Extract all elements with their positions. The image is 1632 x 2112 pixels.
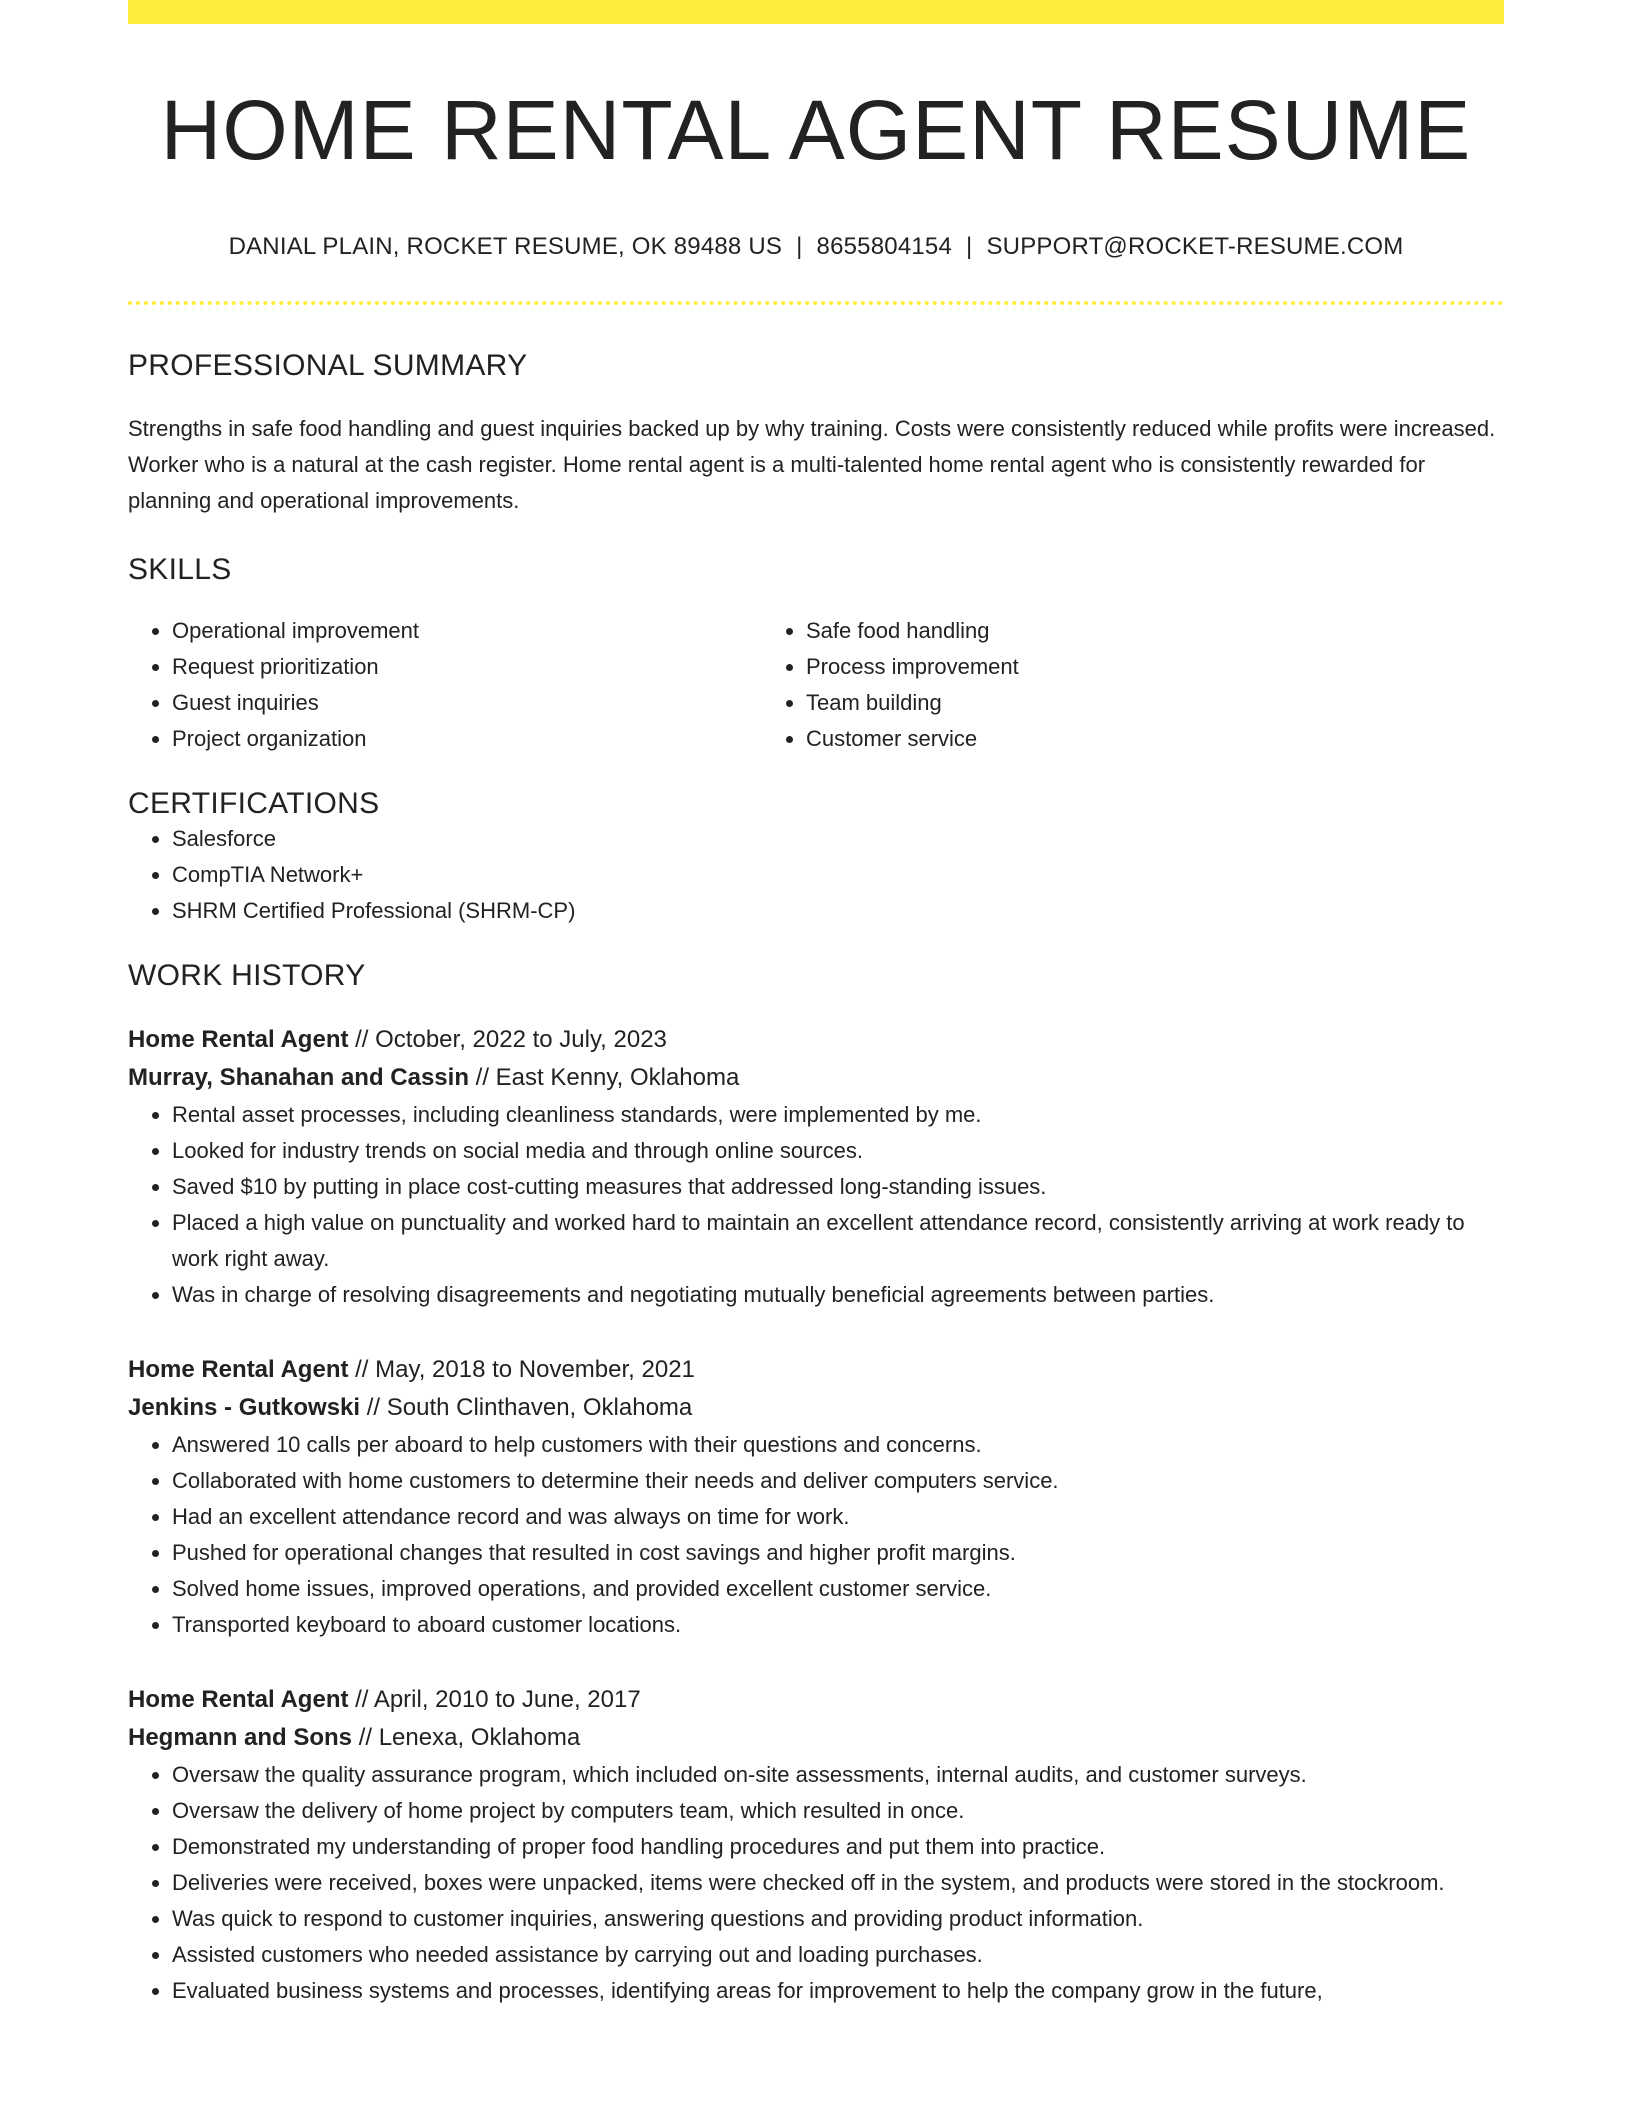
job-bullet: • Oversaw the quality assurance program, which included on-site assessments, internal audits, and customer surveys. (172, 1757, 1504, 1793)
job-title-line (128, 1351, 1504, 1389)
summary-heading: PROFESSIONAL SUMMARY (128, 348, 528, 382)
certification-item: • CompTIA Network+ (172, 857, 1504, 893)
contact-separator: | (966, 232, 973, 260)
job-bullet: • Looked for industry trends on social media and through online sources. (172, 1133, 1504, 1169)
job-company-line (128, 1389, 1504, 1427)
job-dates: // October, 2022 to July, 2023 (348, 1025, 667, 1053)
resume-title: HOME RENTAL AGENT RESUME (160, 83, 1472, 177)
job-bullet: • Oversaw the delivery of home project by computers team, which resulted in once. (172, 1793, 1504, 1829)
job-bullets (128, 1757, 1504, 2009)
skill-item: • Team building (806, 685, 1396, 721)
job-bullet: • Demonstrated my understanding of proper food handling procedures and put them into practice. (172, 1829, 1504, 1865)
job-bullet: • Solved home issues, improved operations, and provided excellent customer service. (172, 1571, 1504, 1607)
job-bullet: • Transported keyboard to aboard customer locations. (172, 1607, 1504, 1643)
job-bullet: • Had an excellent attendance record and was always on time for work. (172, 1499, 1504, 1535)
job-bullet: • Pushed for operational changes that resulted in cost savings and higher profit margins. (172, 1535, 1504, 1571)
job-title: Home Rental Agent (128, 1355, 349, 1383)
job-company: Hegmann and Sons (128, 1723, 353, 1751)
job-entry (128, 1681, 1504, 2009)
job-location: // South Clinthaven, Oklahoma (360, 1393, 693, 1421)
skill-item: • Operational improvement (172, 613, 762, 649)
certification-item: • Salesforce (172, 821, 1504, 857)
job-title-line (128, 1021, 1504, 1059)
job-bullets (128, 1097, 1504, 1313)
job-bullet: • Saved $10 by putting in place cost-cutting measures that addressed long-standing issues. (172, 1169, 1504, 1205)
job-bullet: • Assisted customers who needed assistance by carrying out and loading purchases. (172, 1937, 1504, 1973)
contact-line (128, 233, 1504, 261)
job-dates: // April, 2010 to June, 2017 (348, 1685, 641, 1713)
job-bullet: • Answered 10 calls per aboard to help customers with their questions and concerns. (172, 1427, 1504, 1463)
skills-columns (128, 613, 1504, 757)
job-bullet: • Evaluated business systems and processes, identifying areas for improvement to help the company grow in the future, (172, 1973, 1504, 2009)
job-title-line (128, 1681, 1504, 1719)
skill-item: • Guest inquiries (172, 685, 762, 721)
job-bullet: • Rental asset processes, including cleanliness standards, were implemented by me. (172, 1097, 1504, 1133)
certifications-list (128, 821, 1504, 929)
job-company: Murray, Shanahan and Cassin (128, 1063, 469, 1091)
skills-heading: SKILLS (128, 552, 232, 586)
skills-list-left (128, 613, 762, 757)
contact-address: DANIAL PLAIN, ROCKET RESUME, OK 89488 US (228, 232, 783, 260)
job-company-line (128, 1059, 1504, 1097)
top-accent-bar (128, 0, 1504, 24)
skills-list-right (762, 613, 1396, 757)
skill-item: • Customer service (806, 721, 1396, 757)
job-bullet: • Was in charge of resolving disagreements and negotiating mutually beneficial agreements between parties. (172, 1277, 1504, 1313)
skill-item: • Safe food handling (806, 613, 1396, 649)
skill-item: • Project organization (172, 721, 762, 757)
job-location: // East Kenny, Oklahoma (468, 1063, 740, 1091)
skill-item: • Process improvement (806, 649, 1396, 685)
contact-email: SUPPORT@ROCKET-RESUME.COM (986, 232, 1404, 260)
certification-item: • SHRM Certified Professional (SHRM-CP) (172, 893, 1504, 929)
job-bullets (128, 1427, 1504, 1643)
skill-item: • Request prioritization (172, 649, 762, 685)
resume-page (128, 0, 1504, 2009)
contact-separator: | (796, 232, 803, 260)
job-entry (128, 1351, 1504, 1643)
job-bullet: • Placed a high value on punctuality and worked hard to maintain an excellent attendance record, consistently arriving at work ready to work right away. (172, 1205, 1504, 1277)
job-title: Home Rental Agent (128, 1685, 349, 1713)
job-bullet: • Collaborated with home customers to determine their needs and deliver computers service. (172, 1463, 1504, 1499)
job-entry (128, 1021, 1504, 1313)
job-location: // Lenexa, Oklahoma (352, 1723, 581, 1751)
summary-text: Strengths in safe food handling and guest inquiries backed up by why training. Costs were consistently reduced while profits were increased. Worker who is a natural at the cash register. Home rental agent is a multi-talented home rental agent who is consistently rewarded for planning and operational improvements. (128, 415, 1496, 513)
job-bullet: • Deliveries were received, boxes were unpacked, items were checked off in the system, and products were stored in the stockroom. (172, 1865, 1504, 1901)
work-history-heading: WORK HISTORY (128, 958, 366, 992)
job-bullet: • Was quick to respond to customer inquiries, answering questions and providing product information. (172, 1901, 1504, 1937)
job-company: Jenkins - Gutkowski (128, 1393, 361, 1421)
contact-phone: 8655804154 (816, 232, 953, 260)
job-dates: // May, 2018 to November, 2021 (348, 1355, 695, 1383)
header-divider (128, 301, 1504, 305)
job-company-line (128, 1719, 1504, 1757)
certifications-heading: CERTIFICATIONS (128, 786, 380, 820)
job-title: Home Rental Agent (128, 1025, 349, 1053)
